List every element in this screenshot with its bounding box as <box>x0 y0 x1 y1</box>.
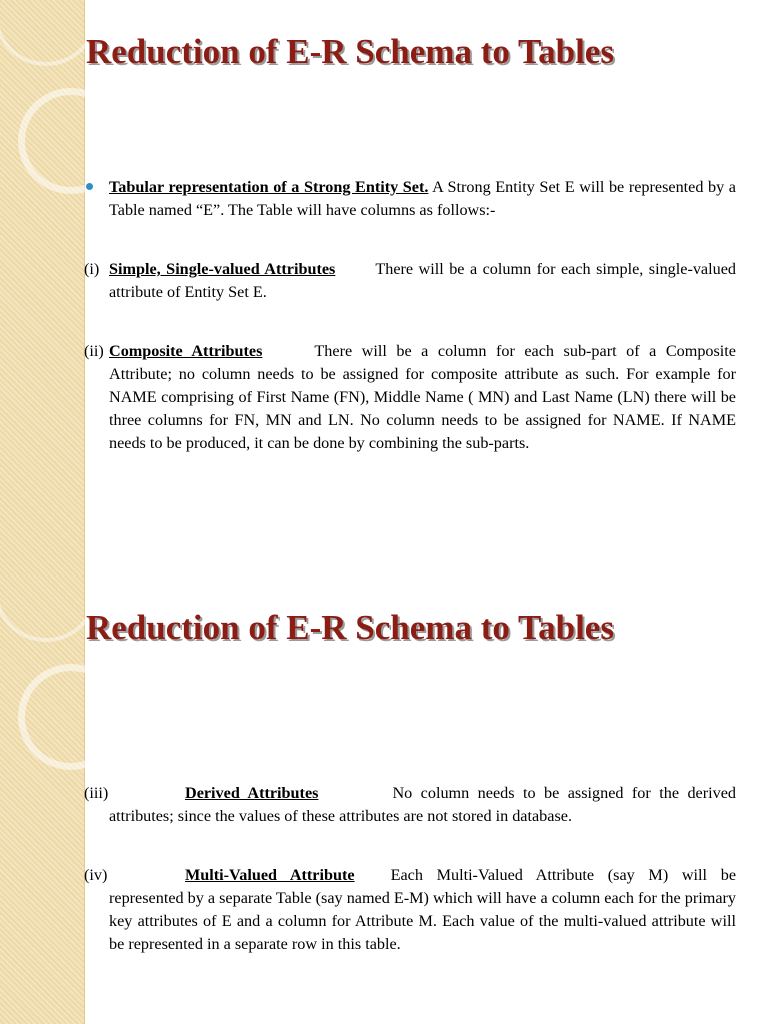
bullet-heading: Tabular representation of a Strong Entity Set. <box>109 178 429 196</box>
bullet-text: A Strong Entity Set E will be represented by a Table named “E”. The Table will have columns as follows:- <box>109 178 736 219</box>
slide-2 <box>0 576 768 1024</box>
item-text: There will be a column for each simple, single-valued attribute of Entity Set E. <box>109 260 736 301</box>
slide-title: Reduction of E-R Schema to Tables <box>86 32 614 71</box>
bullet-paragraph <box>84 176 736 222</box>
item-heading: Simple, Single-valued Attributes <box>109 260 336 278</box>
list-item <box>84 782 736 828</box>
item-heading: Derived Attributes <box>185 784 319 802</box>
item-text: Each Multi-Valued Attribute (say M) will be represented by a separate Table (say named E-M) which will have a column each for the primary key attributes of E and a column for Attribute M. Each value of the multi-valued attribute will be represented in a separate row in this table. <box>109 866 736 953</box>
bullet-dot-icon <box>86 183 93 190</box>
slide-body <box>84 176 736 455</box>
decorative-sidebar <box>0 0 85 576</box>
item-label: (iv) <box>84 866 108 884</box>
circle-ornament-icon <box>0 576 98 642</box>
decorative-sidebar <box>0 576 85 1024</box>
item-heading: Composite Attributes <box>109 342 263 360</box>
item-text: No column needs to be assigned for the derived attributes; since the values of these attributes are not stored in database. <box>109 784 736 825</box>
list-item <box>84 258 736 304</box>
item-label: (iii) <box>84 784 109 802</box>
item-label: (i) <box>84 260 100 278</box>
item-heading: Multi-Valued Attribute <box>185 866 355 884</box>
item-label: (ii) <box>84 342 104 360</box>
slide-body <box>84 782 736 956</box>
item-text: There will be a column for each sub-part of a Composite Attribute; no column needs to be assigned for composite attribute as such. For example for NAME comprising of First Name (FN), Middle Name ( MN) and Last Name (LN) there will be three columns for FN, MN and LN. No column needs to be assigned for NAME. If NAME needs to be produced, it can be done by combining the sub-parts. <box>109 342 736 452</box>
list-item <box>84 340 736 455</box>
circle-ornament-icon <box>18 664 124 770</box>
circle-ornament-icon <box>0 0 98 66</box>
slide-title: Reduction of E-R Schema to Tables <box>86 608 614 647</box>
list-item <box>84 864 736 956</box>
